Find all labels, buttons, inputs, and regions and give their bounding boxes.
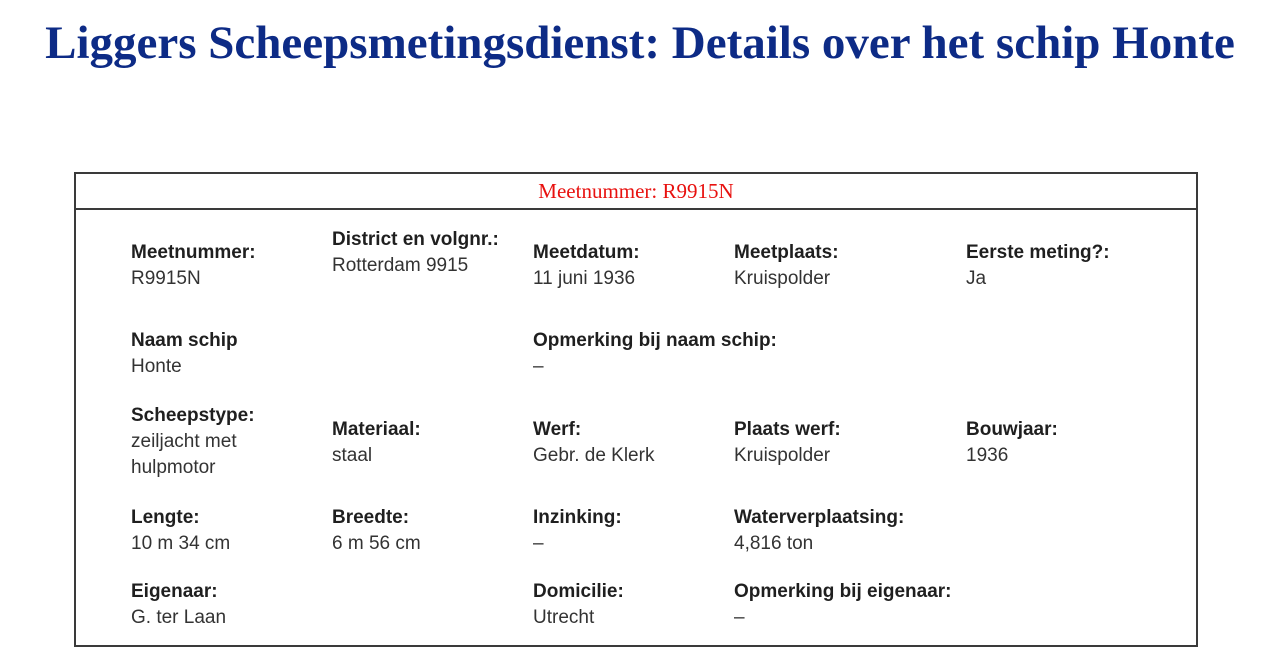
field-value: Rotterdam 9915 [332, 255, 469, 276]
field-label: Eerste meting?: [966, 242, 1110, 263]
field-lengte [131, 505, 321, 557]
field-label: District en volgnr.: [332, 229, 499, 250]
field-breedte [332, 505, 522, 557]
field-value: staal [332, 445, 373, 466]
field-label: Opmerking bij eigenaar: [734, 581, 952, 602]
field-scheepstype [131, 403, 281, 481]
field-label: Materiaal: [332, 419, 421, 440]
field-waterverplaatsing [734, 505, 994, 557]
field-eerste-meting [966, 240, 1156, 292]
field-value: zeiljacht met hulpmotor [131, 431, 237, 478]
field-naam-schip [131, 328, 321, 380]
field-label: Meetdatum: [533, 242, 640, 263]
field-label: Meetnummer: [131, 242, 256, 263]
panel-header: Meetnummer: R9915N [76, 174, 1196, 210]
field-opmerking-naam [533, 328, 973, 380]
field-meetnummer [131, 240, 321, 292]
field-werf [533, 417, 723, 469]
field-label: Scheepstype: [131, 405, 255, 426]
field-value: 4,816 ton [734, 533, 814, 554]
field-value: – [533, 356, 544, 377]
field-value: Kruispolder [734, 268, 831, 289]
field-value: Kruispolder [734, 445, 831, 466]
field-meetdatum [533, 240, 723, 292]
field-value: 10 m 34 cm [131, 533, 231, 554]
field-bouwjaar [966, 417, 1156, 469]
field-value: Ja [966, 268, 987, 289]
field-value: G. ter Laan [131, 607, 227, 628]
field-value: 11 juni 1936 [533, 268, 636, 289]
field-label: Meetplaats: [734, 242, 839, 263]
field-label: Breedte: [332, 507, 410, 528]
field-label: Naam schip [131, 330, 238, 351]
field-plaats-werf [734, 417, 924, 469]
field-label: Inzinking: [533, 507, 622, 528]
field-inzinking [533, 505, 723, 557]
field-value: Utrecht [533, 607, 595, 628]
field-value: Gebr. de Klerk [533, 445, 655, 466]
field-district [332, 227, 517, 279]
field-eigenaar [131, 579, 321, 631]
field-label: Domicilie: [533, 581, 624, 602]
field-value: – [734, 607, 745, 628]
page-title: Liggers Scheepsmetingsdienst: Details over het schip Honte [45, 17, 1235, 69]
field-label: Werf: [533, 419, 582, 440]
field-domicilie [533, 579, 723, 631]
field-label: Lengte: [131, 507, 200, 528]
field-meetplaats [734, 240, 924, 292]
field-label: Eigenaar: [131, 581, 218, 602]
field-label: Bouwjaar: [966, 419, 1058, 440]
field-value: Honte [131, 356, 182, 377]
ship-details-panel [74, 172, 1198, 647]
field-label: Waterverplaatsing: [734, 507, 905, 528]
field-value: 6 m 56 cm [332, 533, 421, 554]
field-value: – [533, 533, 544, 554]
field-materiaal [332, 417, 522, 469]
field-label: Plaats werf: [734, 419, 841, 440]
field-label: Opmerking bij naam schip: [533, 330, 777, 351]
field-value: 1936 [966, 445, 1009, 466]
field-value: R9915N [131, 268, 201, 289]
field-opmerking-eigenaar [734, 579, 1134, 631]
